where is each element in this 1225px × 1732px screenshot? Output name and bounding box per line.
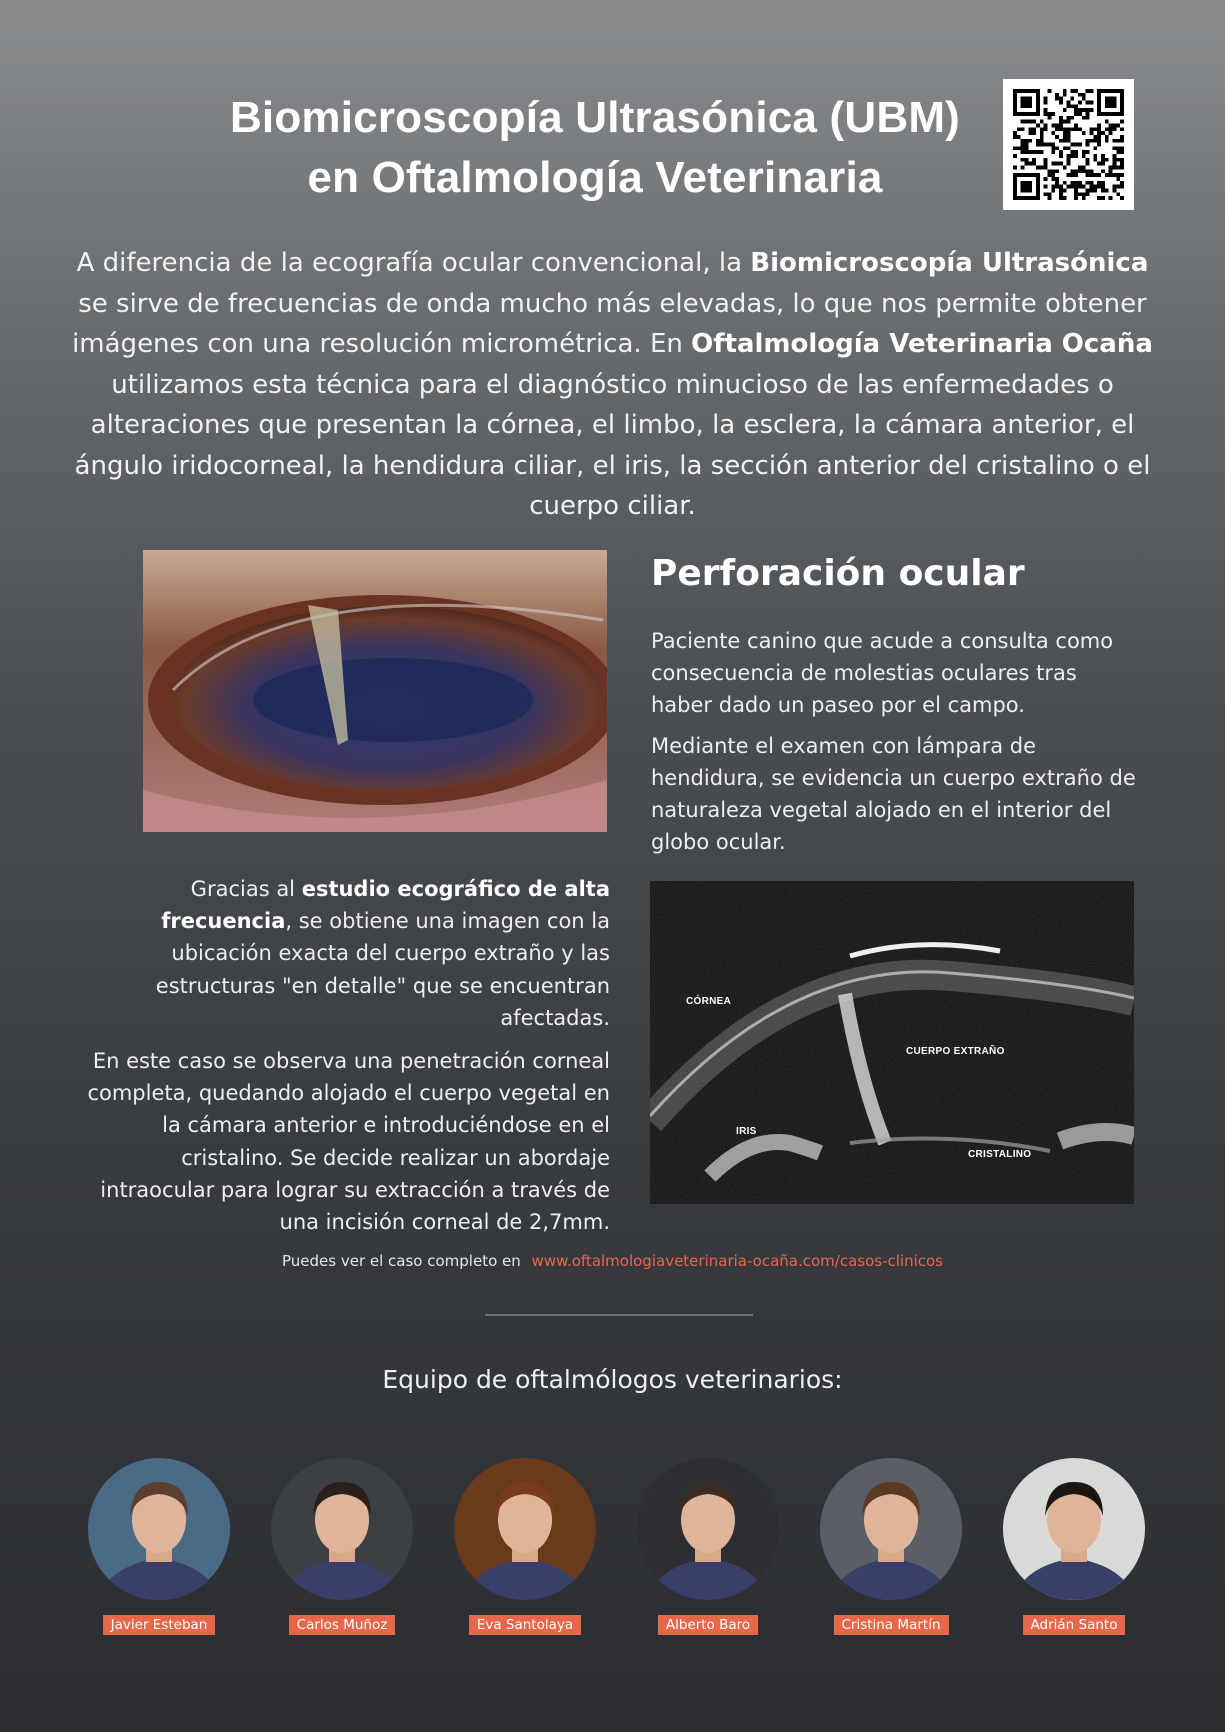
avatar: [1003, 1458, 1145, 1600]
avatar: [454, 1458, 596, 1600]
intro-paragraph: A diferencia de la ecografía ocular convencional, la Biomicroscopía Ultrasónica se sirve de frecuencias de onda mucho más elevadas, lo que nos permite obtener imágenes con una resolución micrométrica. En Oftalmología Veterinaria Ocaña utilizamos esta técnica para el diagnóstico minucioso de las enfermedades o alteraciones que presentan la córnea, el limbo, la esclera, la cámara anterior, el ángulo iridocorneal, la hendidura ciliar, el iris, la sección anterior del cristalino o el cuerpo ciliar.: [72, 248, 1153, 521]
title-line-2: en Oftalmología Veterinaria: [307, 153, 883, 202]
avatar: [820, 1458, 962, 1600]
full-case-link[interactable]: www.oftalmologiaveterinaria-ocaña.com/casos-clinicos: [531, 1252, 943, 1270]
study-paragraph-2: En este caso se observa una penetración corneal completa, quedando alojado el cuerpo vegetal en la cámara anterior e introduciéndose en el cristalino. Se decide realizar un abordaje intraocular para lograr su extracción a través de una incisión corneal de 2,7mm.: [87, 1049, 610, 1235]
team-member: [637, 1458, 779, 1635]
study-paragraph-1: Gracias al estudio ecográfico de alta frecuencia, se obtiene una imagen con la ubicación exacta del cuerpo extraño y las estructuras "en detalle" que se encuentran afectadas.: [155, 877, 610, 1030]
qr-code-icon[interactable]: [1003, 79, 1134, 210]
case-description: [651, 625, 1141, 867]
ubm-label-iris: IRIS: [736, 1126, 757, 1137]
member-name-tag: Alberto Baro: [658, 1615, 758, 1635]
intro-bold-clinic: Oftalmología Veterinaria Ocaña: [691, 329, 1153, 359]
case-paragraph-1: Paciente canino que acude a consulta como consecuencia de molestias oculares tras haber dado un paseo por el campo.: [651, 629, 1114, 717]
team-member: [1003, 1458, 1145, 1635]
avatar: [271, 1458, 413, 1600]
full-case-line: [0, 1252, 1225, 1270]
divider: [485, 1314, 753, 1316]
ubm-label-lens: CRISTALINO: [968, 1149, 1032, 1160]
full-case-text: Puedes ver el caso completo en: [281, 1252, 521, 1270]
team-title: Equipo de oftalmólogos veterinarios:: [382, 1365, 843, 1394]
member-name-tag: Carlos Muñoz: [289, 1615, 396, 1635]
team-member: [88, 1458, 230, 1635]
case-paragraph-2: Mediante el examen con lámpara de hendidura, se evidencia un cuerpo extraño de naturaleza vegetal alojado en el interior del globo ocular.: [651, 734, 1136, 854]
avatar: [637, 1458, 779, 1600]
intro-bold-ubm: Biomicroscopía Ultrasónica: [750, 248, 1149, 278]
member-name-tag: Adrián Santo: [1023, 1615, 1126, 1635]
eye-photo: [143, 550, 607, 832]
avatar: [88, 1458, 230, 1600]
ubm-label-cornea: CÓRNEA: [686, 996, 732, 1007]
study-description: [80, 873, 610, 1249]
case-title: Perforación ocular: [651, 553, 1025, 594]
member-name-tag: Cristina Martín: [834, 1615, 949, 1635]
member-name-tag: Eva Santolaya: [469, 1615, 581, 1635]
team-member: [271, 1458, 413, 1635]
title-line-1: Biomicroscopía Ultrasónica (UBM): [229, 93, 961, 142]
team-member: [454, 1458, 596, 1635]
member-name-tag: Javier Esteban: [103, 1615, 216, 1635]
page-title: [150, 88, 1040, 208]
ubm-label-foreign-body: CUERPO EXTRAÑO: [906, 1046, 1005, 1057]
team-member: [820, 1458, 962, 1635]
ubm-scan-image: [650, 881, 1134, 1204]
